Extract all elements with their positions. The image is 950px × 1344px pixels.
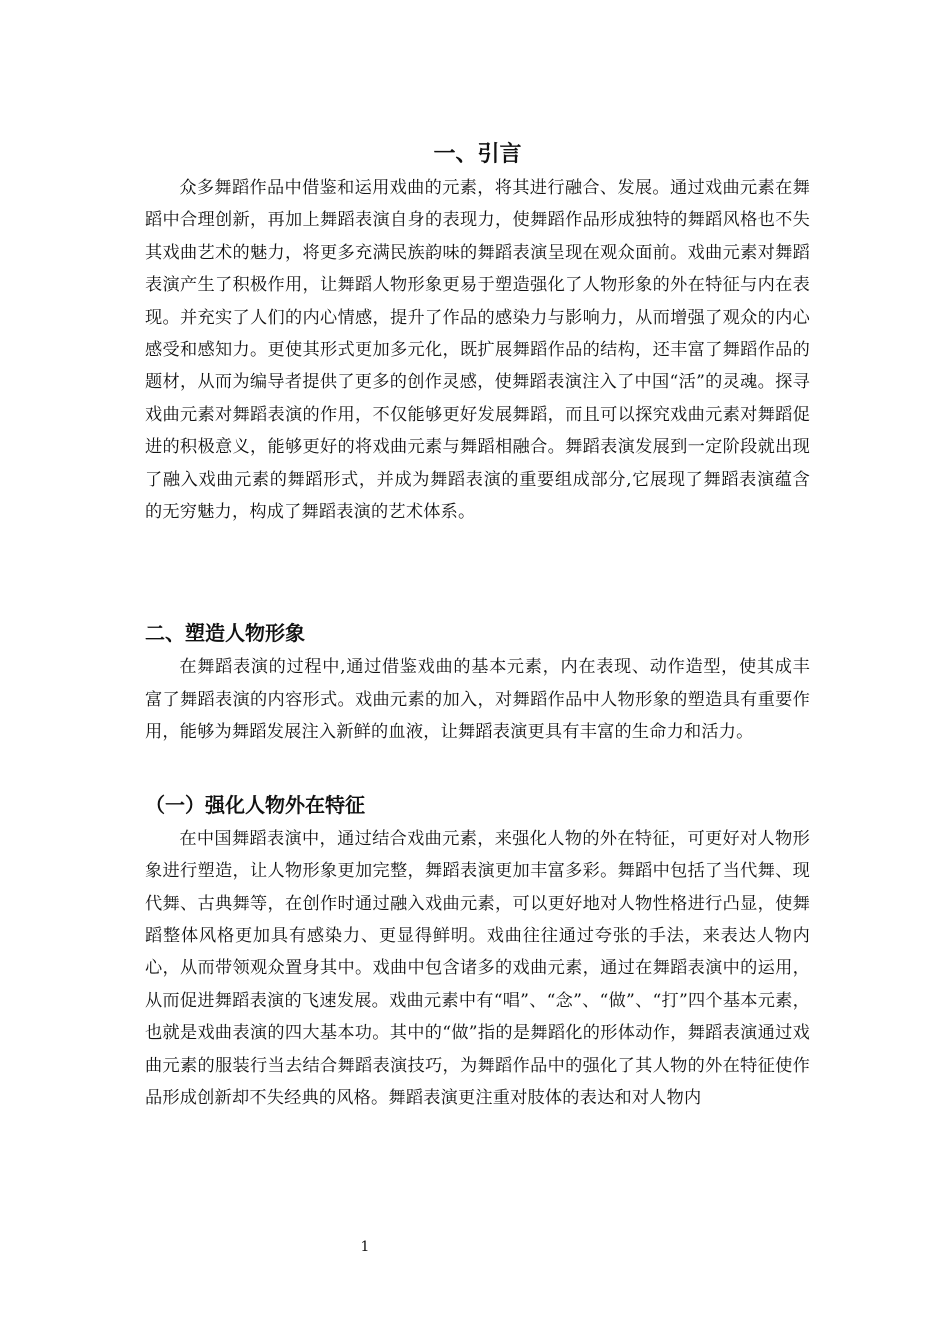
section-heading-introduction: 一、引言 — [433, 142, 522, 167]
document-body — [145, 138, 810, 1114]
subsection-heading-external-features: （一）强化人物外在特征 — [145, 792, 365, 817]
character-shaping-paragraph: 在舞蹈表演的过程中,通过借鉴戏曲的基本元素，内在表现、动作造型，使其成丰富了舞蹈表演的内容形式。戏曲元素的加入，对舞蹈作品中人物形象的塑造具有重要作用，能够为舞蹈发展注入新鲜的血液，让舞蹈表演更具有丰富的生命力和活力。 — [145, 657, 810, 743]
introduction-paragraph: 众多舞蹈作品中借鉴和运用戏曲的元素，将其进行融合、发展。通过戏曲元素在舞蹈中合理创新，再加上舞蹈表演自身的表现力，使舞蹈作品形成独特的舞蹈风格也不失其戏曲艺术的魅力，将更多充满民族韵味的舞蹈表演呈现在观众面前。戏曲元素对舞蹈表演产生了积极作用，让舞蹈人物形象更易于塑造强化了人物形象的外在特征与内在表现。并充实了人们的内心情感，提升了作品的感染力与影响力，从而增强了观众的内心感受和感知力。更使其形式更加多元化，既扩展舞蹈作品的结构，还丰富了舞蹈作品的题材，从而为编导者提供了更多的创作灵感，使舞蹈表演注入了中国“活”的灵魂。探寻戏曲元素对舞蹈表演的作用，不仅能够更好发展舞蹈，而且可以探究戏曲元素对舞蹈促进的积极意义，能够更好的将戏曲元素与舞蹈相融合。舞蹈表演发展到一定阶段就出现了融入戏曲元素的舞蹈形式，并成为舞蹈表演的重要组成部分,它展现了舞蹈表演蕴含的无穷魅力，构成了舞蹈表演的艺术体系。 — [145, 178, 810, 523]
external-features-paragraph: 在中国舞蹈表演中，通过结合戏曲元素，来强化人物的外在特征，可更好对人物形象进行塑造，让人物形象更加完整，舞蹈表演更加丰富多彩。舞蹈中包括了当代舞、现代舞、古典舞等，在创作时通过融入戏曲元素，可以更好地对人物性格进行凸显，使舞蹈整体风格更加具有感染力、更显得鲜明。戏曲往往通过夸张的手法，来表达人物内心，从而带领观众置身其中。戏曲中包含诸多的戏曲元素，通过在舞蹈表演中的运用，从而促进舞蹈表演的飞速发展。戏曲元素中有“唱”、“念”、“做”、“打”四个基本元素，也就是戏曲表演的四大基本功。其中的“做”指的是舞蹈化的形体动作，舞蹈表演通过戏曲元素的服装行当去结合舞蹈表演技巧，为舞蹈作品中的强化了其人物的外在特征使作品形成创新却不失经典的风格。舞蹈表演更注重对肢体的表达和对人物内 — [145, 828, 810, 1108]
page-number: 1 — [360, 1239, 370, 1255]
section-heading-character-shaping: 二、塑造人物形象 — [145, 621, 305, 646]
